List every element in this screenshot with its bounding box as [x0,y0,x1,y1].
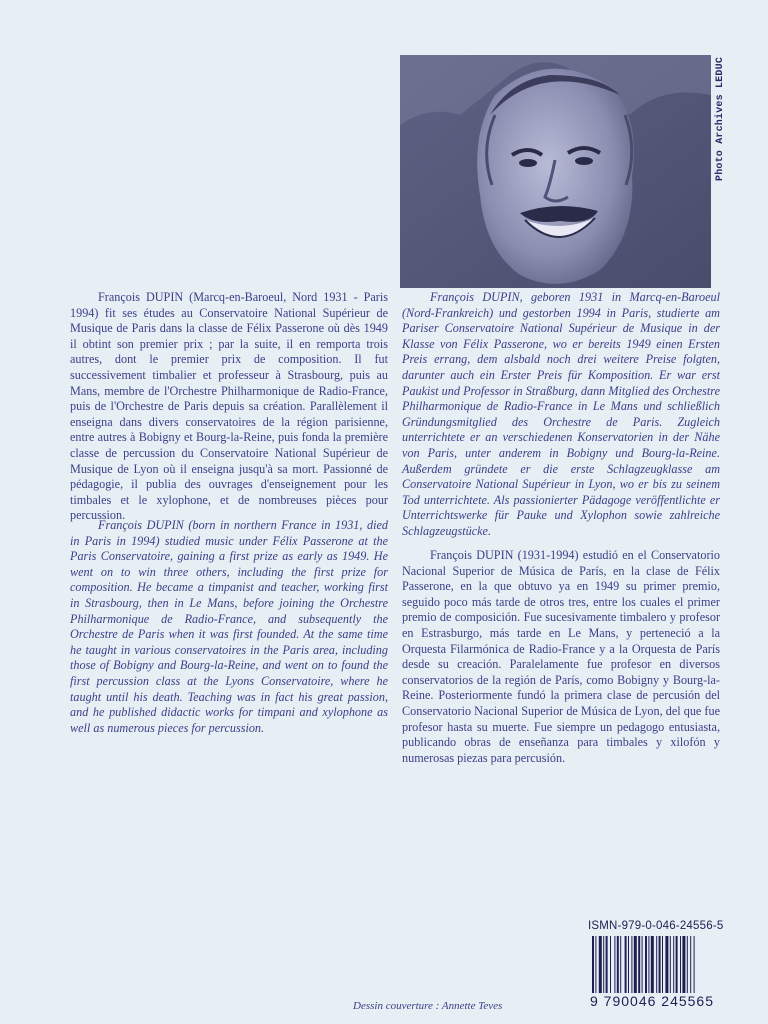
biography-french: François DUPIN (Marcq-en-Baroeul, Nord 1931 - Paris 1994) fit ses études au Conservatoire National Supérieur de Musique de Paris dans la classe de Félix Passerone où dès 1949 il obtint son premier prix ; par la suite, il en remporta trois autres, dont le premier prix de composition. Il fut successivement timbalier et professeur à Strasbourg, puis au Mans, membre de l'Orchestre Philharmonique de Radio-France, puis de l'Orchestre de Paris depuis sa création. Parallèlement il enseigna dans divers conservatoires de la région parisienne, entre autres à Bobigny et Bourg-la-Reine, puis fonda la première classe de percussion du Conservatoire National Supérieur de Musique de Lyon où il enseigna jusqu'à sa mort. Passionné de pédagogie, il publia des ouvrages d'enseignement pour les timbales et le xylophone, et de nombreuses pièces pour percussion. [70,290,388,523]
biography-spanish: François DUPIN (1931-1994) estudió en el Conservatorio Nacional Superior de Música de París, en la clase de Félix Passerone, en la que obtuvo ya en 1949 su primer premio, seguido poco más tarde de otros tres, entre los cuales el primer premio de composición. Fue sucesivamente timbalero y profesor en Estrasburgo, más tarde en Le Mans, y perteneció a la Orquesta Filarmónica de Radio-France y a la Orquesta de París desde su creación. Paralelamente fue profesor en diversos conservatorios de la región de París, como Bobigny y Bourg-la-Reine. Posteriormente fundó la primera clase de percusión del Conservatorio Nacional Superior de Música de Lyon, del que fue profesor hasta su muerte. Fue siempre un pedagogo entusiasta, publicando obras de enseñanza para timbales y xilofón y numerosas piezas para percusión. [402,548,720,765]
photo-credit: Photo Archives LEDUC [715,57,726,182]
cover-design-credit: Dessin couverture : Annette Teves [353,1000,503,1012]
portrait-photo [400,55,711,288]
biography-german: François DUPIN, geboren 1931 in Marcq-en-Baroeul (Nord-Frankreich) und gestorben 1994 in Paris, studierte am Pariser Conservatoire National Supérieur de Musique in der Klasse von Félix Passerone, wo er bereits 1949 einen Ersten Preis errang, dem alsbald noch drei weitere Preise folgten, darunter auch ein Erster Preis für Komposition. Er war erst Paukist und Professor in Straßburg, dann Mitglied des Orchestre Philharmonique de Radio-France in Le Mans und schließlich Gründungsmitglied des Orchestre de Paris. Zugleich unterrichtete er an verschiedenen Konservatorien in der Nähe von Paris, unter anderem in Bobigny und Bourg-la-Reine. Außerdem gründete er die erste Schlagzeugklasse am Conservatoire National Supérieur in Lyon, wo er bis zu seinem Tod unterrichtete. Als passionierter Pädagoge veröffentlichte er Unterrichtswerke für Pauke und Xylophon sowie zahlreiche Schlagzeugstücke. [402,290,720,538]
biography-english: François DUPIN (born in northern France in 1931, died in Paris in 1994) studied music under Félix Passerone at the Paris Conservatoire, gaining a first prize as early as 1949. He went on to win three others, including the first prize for composition. He became a timpanist and teacher, working first in Strasbourg, then in Le Mans, before joining the Orchestre Philharmonique de Radio-France, and subsequently the Orchestre de Paris when it was first founded. At the same time he taught in various conservatoires in the Paris area, including those of Bobigny and Bourg-la-Reine, and went on to found the first percussion class at the Lyons Conservatoire, where he taught until his death. Teaching was in fact his great passion, and he published didactic works for timpani and xylophone as well as numerous pieces for percussion. [70,518,388,735]
barcode-digits: 9 790046 245565 [588,993,740,1009]
portrait-image [400,55,711,288]
ismn-number: ISMN-979-0-046-24556-5 [588,920,724,932]
